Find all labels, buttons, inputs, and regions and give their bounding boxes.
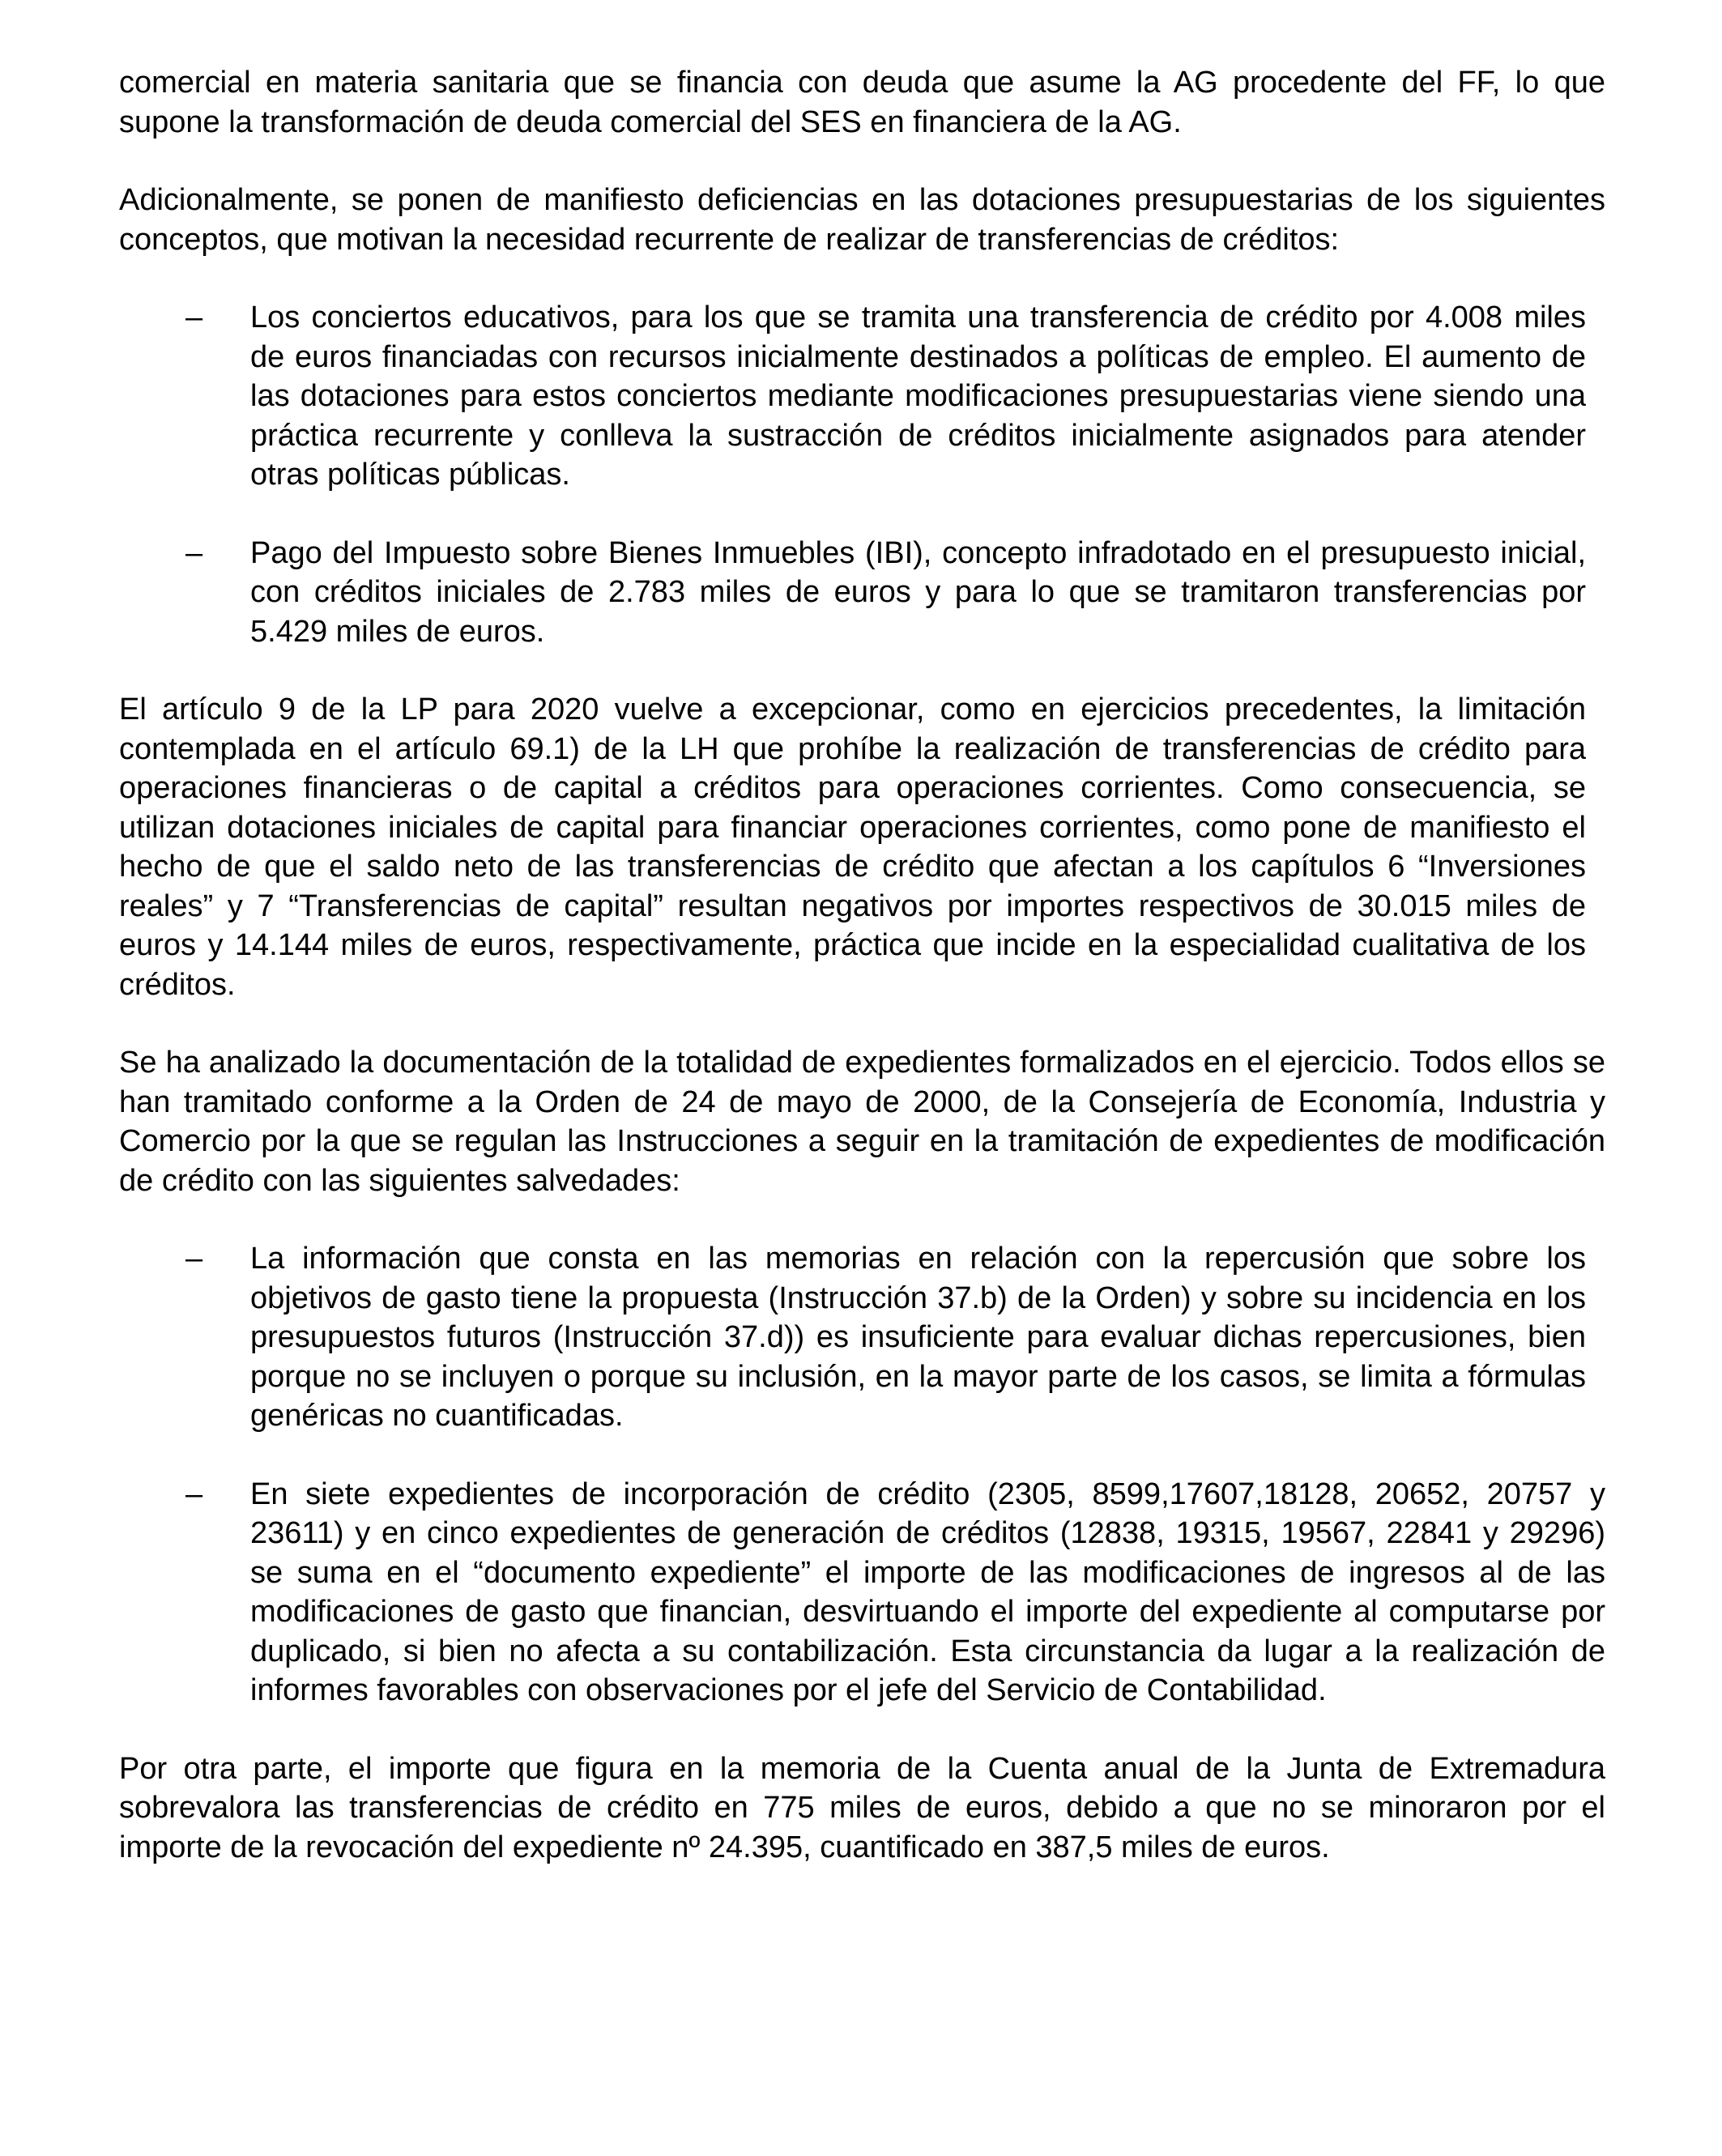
list-item-text: En siete expedientes de incorporación de crédito (2305, 8599,17607,18128, 20652, 20757 y 23611) y en cinco expedientes de generación de créditos (12838, 19315, 19567, 22841 y 29296) se suma en el “documento expediente” el importe de las modificaciones de ingresos al de las modificaciones de gasto que financian, desvirtuando el importe del expediente al computarse por duplicado, si bien no afecta a su contabilización. Esta circunstancia da lugar a la realización de informes favorables con observaciones por el jefe del Servicio de Contabilidad. — [250, 1476, 1605, 1707]
dash-bullet: – — [185, 300, 203, 334]
list-item — [119, 1475, 1605, 1711]
document-page — [119, 63, 1605, 1867]
list-item-text: Pago del Impuesto sobre Bienes Inmuebles (IBI), concepto infradotado en el presupuesto inicial, con créditos iniciales de 2.783 miles de euros y para lo que se tramitaron transferencias por 5.429 miles de euros. — [250, 535, 1586, 649]
dash-bullet: – — [185, 535, 203, 570]
paragraph-3: El artículo 9 de la LP para 2020 vuelve a excepcionar, como en ejercicios precedentes, la limitación contemplada en el artículo 69.1) de la LH que prohíbe la realización de transferencias de crédito para operaciones financieras o de capital a créditos para operaciones corrientes. Como consecuencia, se utilizan dotaciones iniciales de capital para financiar operaciones corrientes, como pone de manifiesto el hecho de que el saldo neto de las transferencias de crédito que afectan a los capítulos 6 “Inversiones reales” y 7 “Transferencias de capital” resultan negativos por importes respectivos de 30.015 miles de euros y 14.144 miles de euros, respectivamente, práctica que incide en la especialidad cualitativa de los créditos. — [119, 692, 1586, 1002]
paragraph-2: Adicionalmente, se ponen de manifiesto deficiencias en las dotaciones presupuestarias de los siguientes conceptos, que motivan la necesidad recurrente de realizar de transferencias de créditos: — [119, 183, 1605, 257]
list-item — [119, 1239, 1586, 1436]
list-item — [119, 298, 1586, 495]
list-item-text: La información que consta en las memorias en relación con la repercusión que sobre los objetivos de gasto tiene la propuesta (Instrucción 37.b) de la Orden) y sobre su incidencia en los presupuestos futuros (Instrucción 37.d)) es insuficiente para evaluar dichas repercusiones, bien porque no se incluyen o porque su inclusión, en la mayor parte de los casos, se limita a fórmulas genéricas no cuantificadas. — [250, 1242, 1586, 1433]
dash-bullet: – — [185, 1242, 203, 1276]
paragraph-1: comercial en materia sanitaria que se financia con deuda que asume la AG procedente del FF, lo que supone la transformación de deuda comercial del SES en financiera de la AG. — [119, 66, 1605, 139]
bullet-list-exceptions — [119, 1239, 1605, 1711]
bullet-list-deficiencies — [119, 298, 1605, 651]
dash-bullet: – — [185, 1476, 203, 1511]
list-item — [119, 534, 1586, 652]
paragraph-5: Por otra parte, el importe que figura en la memoria de la Cuenta anual de la Junta de Extremadura sobrevalora las transferencias de crédito en 775 miles de euros, debido a que no se minoraron por el importe de la revocación del expediente nº 24.395, cuantificado en 387,5 miles de euros. — [119, 1751, 1605, 1864]
paragraph-4: Se ha analizado la documentación de la totalidad de expedientes formalizados en el ejercicio. Todos ellos se han tramitado conforme a la Orden de 24 de mayo de 2000, de la Consejería de Economía, Industria y Comercio por la que se regulan las Instrucciones a seguir en la tramitación de expedientes de modificación de crédito con las siguientes salvedades: — [119, 1046, 1605, 1198]
list-item-text: Los conciertos educativos, para los que se tramita una transferencia de crédito por 4.008 miles de euros financiadas con recursos inicialmente destinados a políticas de empleo. El aumento de las dotaciones para estos conciertos mediante modificaciones presupuestarias viene siendo una práctica recurrente y conlleva la sustracción de créditos inicialmente asignados para atender otras políticas públicas. — [250, 300, 1586, 492]
